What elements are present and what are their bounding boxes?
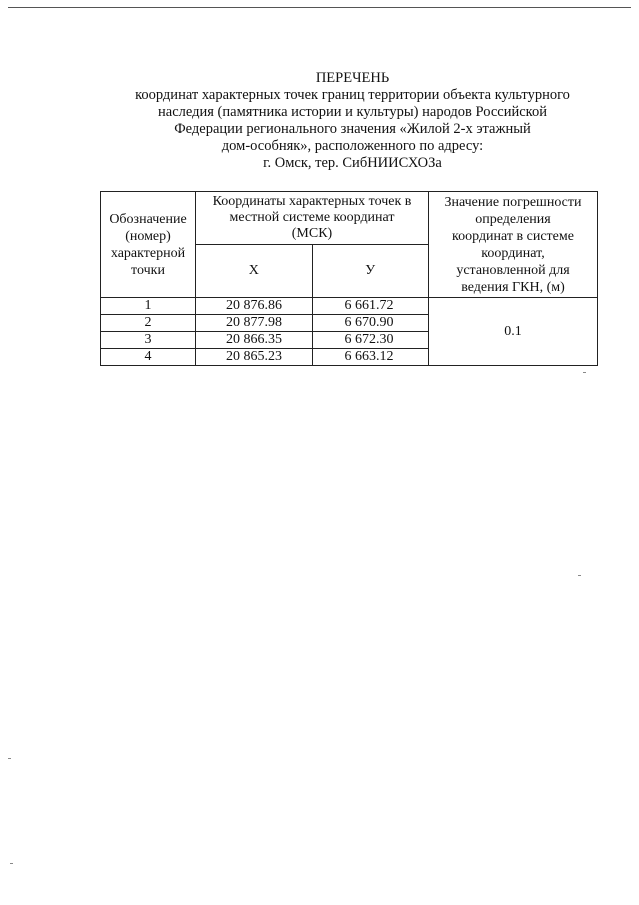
header-x: Х bbox=[196, 245, 313, 298]
coord-y: 6 661.72 bbox=[312, 298, 429, 315]
point-number: 2 bbox=[101, 315, 196, 332]
coord-x: 20 877.98 bbox=[196, 315, 313, 332]
coord-y: 6 670.90 bbox=[312, 315, 429, 332]
coord-y: 6 663.12 bbox=[312, 349, 429, 366]
title-line: г. Омск, тер. СибНИИСХОЗа bbox=[263, 155, 442, 171]
point-number: 1 bbox=[101, 298, 196, 315]
scan-speck bbox=[583, 372, 586, 373]
coord-y: 6 672.30 bbox=[312, 332, 429, 349]
header-point-designation: Обозначение (номер) характерной точки bbox=[101, 192, 196, 298]
title-line: координат характерных точек границ территории объекта культурного bbox=[135, 87, 570, 103]
coord-x: 20 876.86 bbox=[196, 298, 313, 315]
header-y: У bbox=[312, 245, 429, 298]
error-value: 0.1 bbox=[429, 298, 598, 366]
scan-speck bbox=[578, 575, 581, 576]
title-line: Федерации регионального значения «Жилой 2-х этажный bbox=[174, 121, 531, 137]
coord-x: 20 865.23 bbox=[196, 349, 313, 366]
point-number: 3 bbox=[101, 332, 196, 349]
scan-speck bbox=[8, 758, 11, 759]
table-row bbox=[101, 298, 598, 315]
page-top-border bbox=[8, 7, 631, 8]
scan-speck bbox=[10, 863, 13, 864]
title-line: дом-особняк», расположенного по адресу: bbox=[221, 138, 484, 154]
header-error: Значение погрешности определения координат в системе координат, установленной для ведения ГКН, (м) bbox=[429, 192, 598, 298]
title-line: наследия (памятника истории и культуры) народов Российской bbox=[158, 104, 547, 120]
coord-x: 20 866.35 bbox=[196, 332, 313, 349]
document-title bbox=[100, 70, 605, 172]
point-number: 4 bbox=[101, 349, 196, 366]
header-coordinates: Координаты характерных точек в местной системе координат (МСК) bbox=[196, 192, 429, 245]
coordinates-table bbox=[100, 191, 598, 366]
title-heading: ПЕРЕЧЕНЬ bbox=[315, 70, 390, 86]
